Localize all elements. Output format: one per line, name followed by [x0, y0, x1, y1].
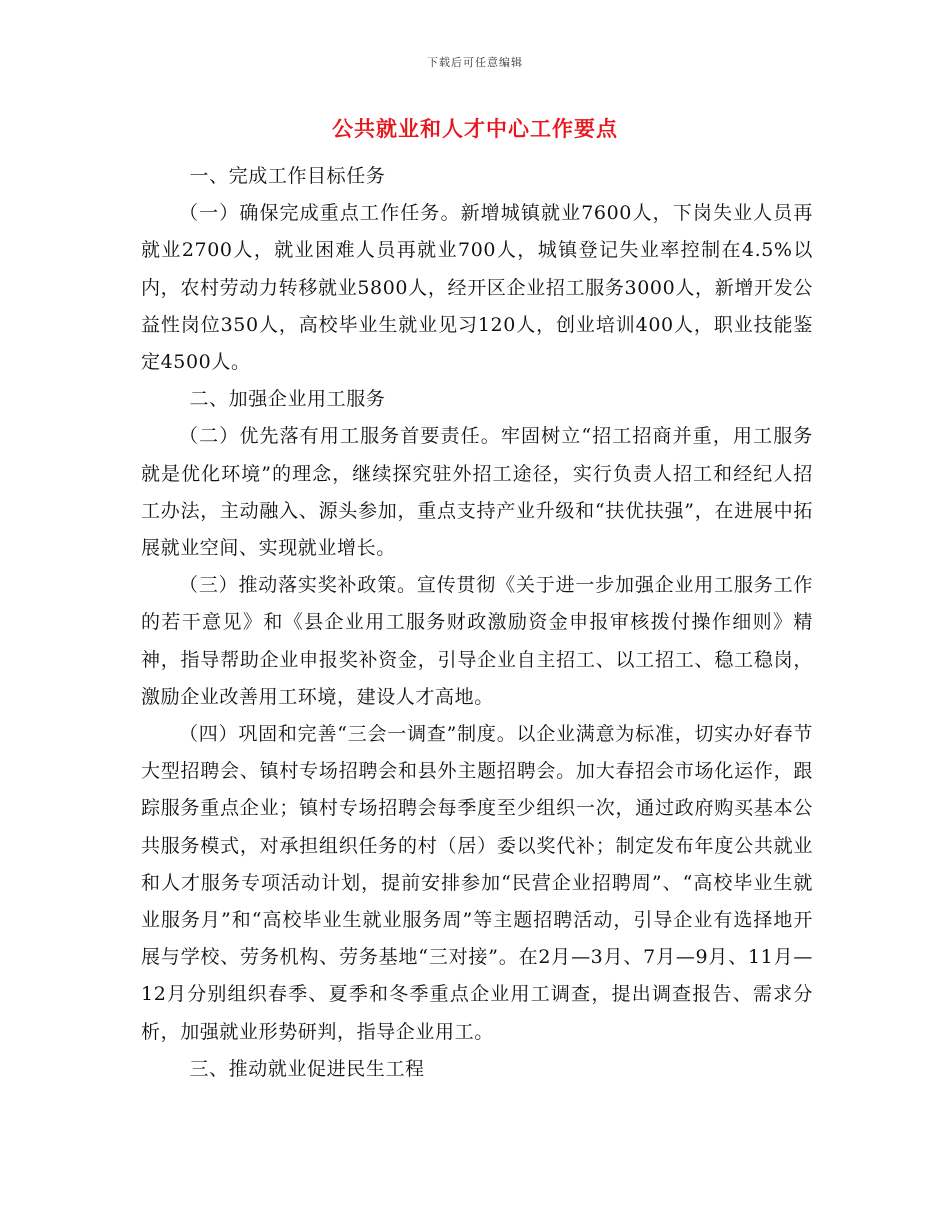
document-body — [141, 158, 813, 1088]
section-heading-3: 三、推动就业促进民生工程 — [189, 1057, 425, 1080]
header-note: 下载后可任意编辑 — [427, 56, 523, 69]
paragraph-1: （一）确保完成重点工作任务。新增城镇就业7600人，下岗失业人员再就业2700人，就业困难人员再就业700人，城镇登记失业率控制在4.5%以内，农村劳动力转移就业5800人，经开区企业招工服务3000人，新增开发公益性岗位350人，高校毕业生就业见习120人，创业培训400人，职业技能鉴定4500人。 — [141, 202, 813, 374]
section-heading-2: 二、加强企业用工服务 — [189, 388, 386, 411]
document-title: 公共就业和人才中心工作要点 — [332, 117, 618, 141]
paragraph-3: （三）推动落实奖补政策。宣传贯彻《关于进一步加强企业用工服务工作的若干意见》和《县企业用工服务财政激励资金申报审核拨付操作细则》精神，指导帮助企业申报奖补资金，引导企业自主招工、以工招工、稳工稳岗，激励企业改善用工环境，建设人才高地。 — [141, 574, 813, 708]
section-heading-1: 一、完成工作目标任务 — [189, 165, 386, 187]
paragraph-4: （四）巩固和完善“三会一调查”制度。以企业满意为标准，切实办好春节大型招聘会、镇村专场招聘会和县外主题招聘会。加大春招会市场化运作，跟踪服务重点企业；镇村专场招聘会每季度至少组织一次，通过政府购买基本公共服务模式，对承担组织任务的村（居）委以奖代补；制定发布年度公共就业和人才服务专项活动计划，提前安排参加“民营企业招聘周”、“高校毕业生就业服务月”和“高校毕业生就业服务周”等主题招聘活动，引导企业有选择地开展与学校、劳务机构、劳务基地“三对接”。在2月—3月、7月—9月、11月—12月分别组织春季、夏季和冬季重点企业用工调查，提出调查报告、需求分析，加强就业形势研判，指导企业用工。 — [141, 723, 813, 1043]
paragraph-2: （二）优先落有用工服务首要责任。牢固树立“招工招商并重，用工服务就是优化环境”的理念，继续探究驻外招工途径，实行负责人招工和经纪人招工办法，主动融入、源头参加，重点支持产业升级和“扶优扶强”，在进展中拓展就业空间、实现就业增长。 — [141, 425, 813, 560]
